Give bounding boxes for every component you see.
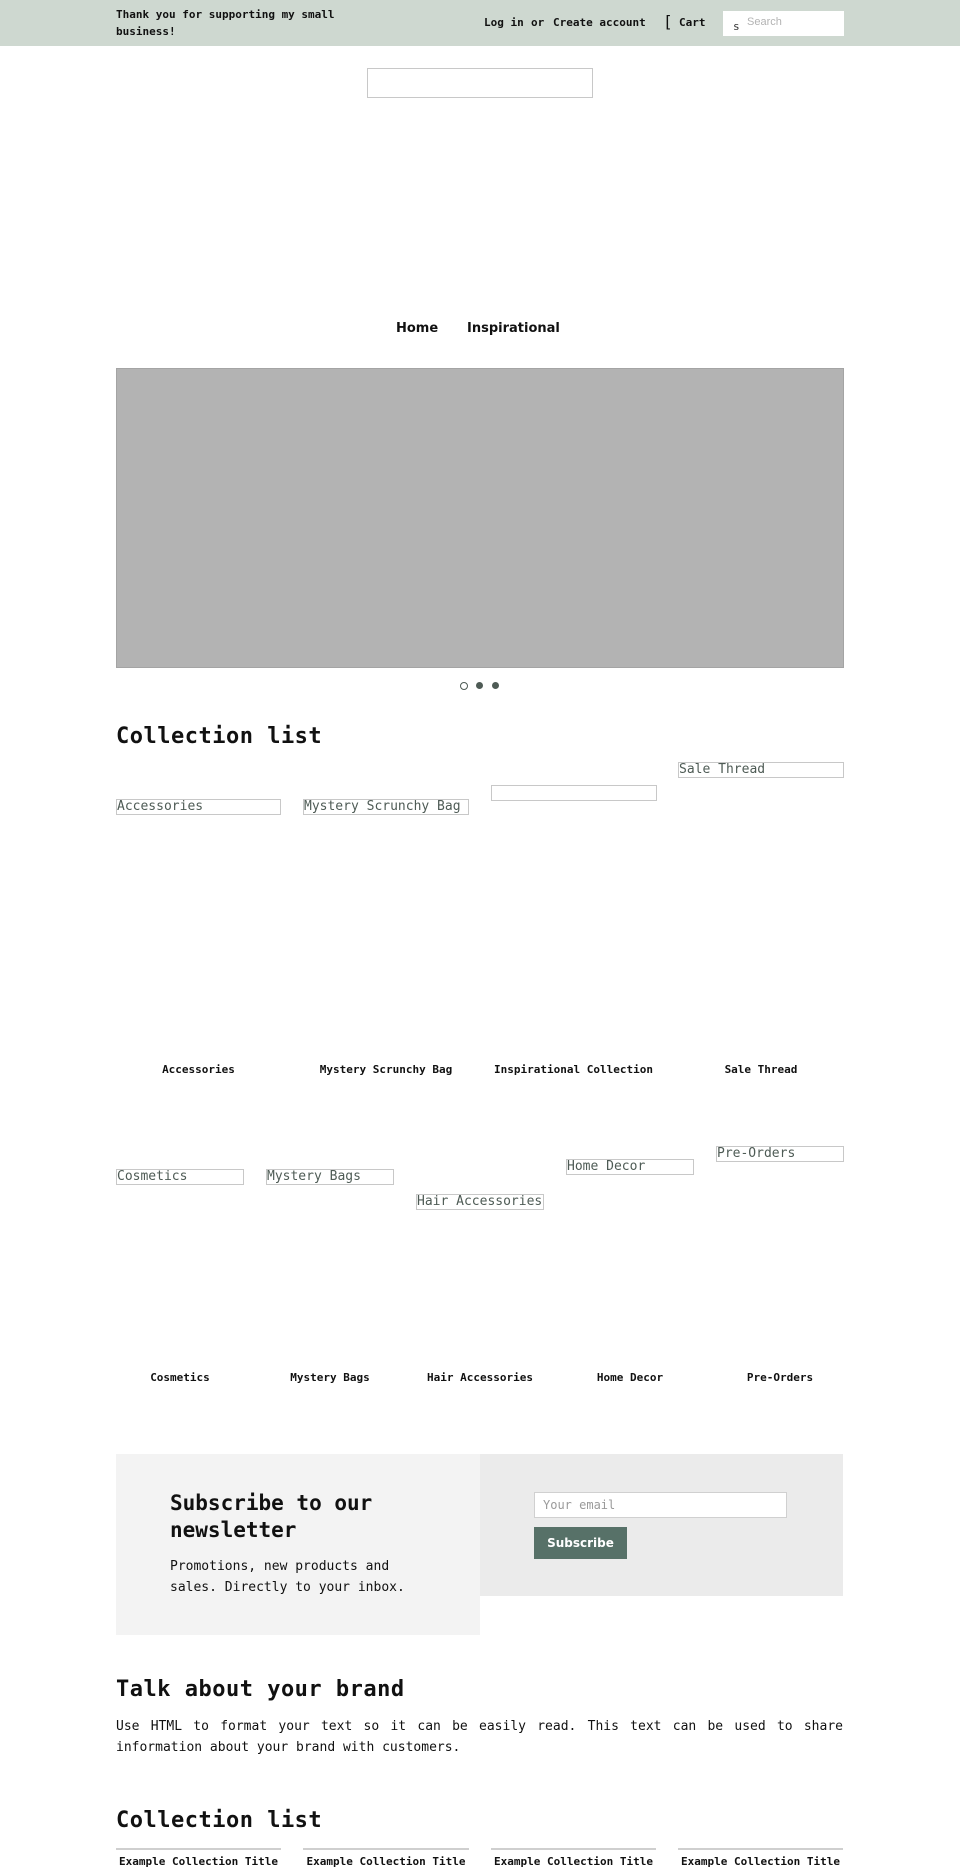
slide-dot-2[interactable] [476,682,483,689]
collection-title-sale-thread[interactable]: Sale Thread [724,1063,798,1076]
collection-title-mystery-scrunchy-bag[interactable]: Mystery Scrunchy Bag [319,1063,453,1076]
collection-image-accessories[interactable]: Accessories [116,799,281,815]
create-account-link[interactable]: Create account [553,16,646,29]
subscribe-button[interactable]: Subscribe [534,1527,627,1559]
example-collection-title-1[interactable]: Example Collection Title [119,1855,278,1868]
collection-title-pre-orders[interactable]: Pre-Orders [746,1371,814,1384]
slide-dot-3[interactable] [492,682,499,689]
newsletter-title: Subscribe to our newsletter [170,1491,373,1542]
nav-item-home[interactable]: Home [396,321,439,336]
collection-divider [491,1848,656,1850]
cart-link[interactable]: Cart [679,16,706,29]
collection-image-pre-orders[interactable]: Pre-Orders [716,1146,844,1162]
search-input[interactable] [747,12,837,32]
collection-image-sale-thread[interactable]: Sale Thread [678,762,844,778]
collection-image-mystery-bags[interactable]: Mystery Bags [266,1169,394,1185]
collection-image-inspirational[interactable] [491,785,657,801]
newsletter-panel [116,1454,480,1635]
email-field[interactable] [534,1492,787,1518]
brand-text: Use HTML to format your text so it can be easily read. This text can be used to share information about your brand with customers. [116,1719,843,1755]
brand-heading: Talk about your brand [116,1677,405,1702]
collection-title-cosmetics[interactable]: Cosmetics [150,1371,210,1384]
store-logo[interactable] [367,68,593,98]
collection-image-hair-accessories[interactable]: Hair Accessories [417,1194,543,1209]
slideshow-image [116,368,844,668]
collection-image-mystery-scrunchy-bag[interactable]: Mystery Scrunchy Bag [303,799,469,815]
newsletter-text: Promotions, new products and sales. Directly to your inbox. [170,1559,405,1595]
collection-title-inspirational[interactable]: Inspirational Collection [494,1063,653,1076]
collection-list-heading: Collection list [116,724,323,749]
example-collection-title-3[interactable]: Example Collection Title [494,1855,653,1868]
collection-image-home-decor[interactable]: Home Decor [566,1159,694,1175]
collection-divider [303,1848,469,1850]
cart-icon[interactable]: [ [663,12,673,31]
example-collection-title-2[interactable]: Example Collection Title [306,1855,466,1868]
newsletter-form-panel [480,1454,843,1596]
collection-title-home-decor[interactable]: Home Decor [596,1371,664,1384]
collection-title-mystery-bags[interactable]: Mystery Bags [290,1371,370,1384]
or-separator: or [531,16,545,29]
announcement-text: Thank you for supporting my small business! [116,8,335,38]
collection-title-hair-accessories[interactable]: Hair Accessories [427,1371,533,1384]
search-icon[interactable]: s [733,20,740,33]
collection-divider [116,1848,281,1850]
collection-image-cosmetics[interactable]: Cosmetics [116,1169,244,1185]
collection-list-2-heading: Collection list [116,1808,323,1833]
nav-item-inspirational[interactable]: Inspirational [467,321,560,336]
collection-divider [678,1848,843,1850]
collection-title-accessories[interactable]: Accessories [162,1063,235,1076]
login-link[interactable]: Log in [484,16,524,29]
example-collection-title-4[interactable]: Example Collection Title [681,1855,840,1868]
slide-dot-1[interactable] [460,682,468,690]
